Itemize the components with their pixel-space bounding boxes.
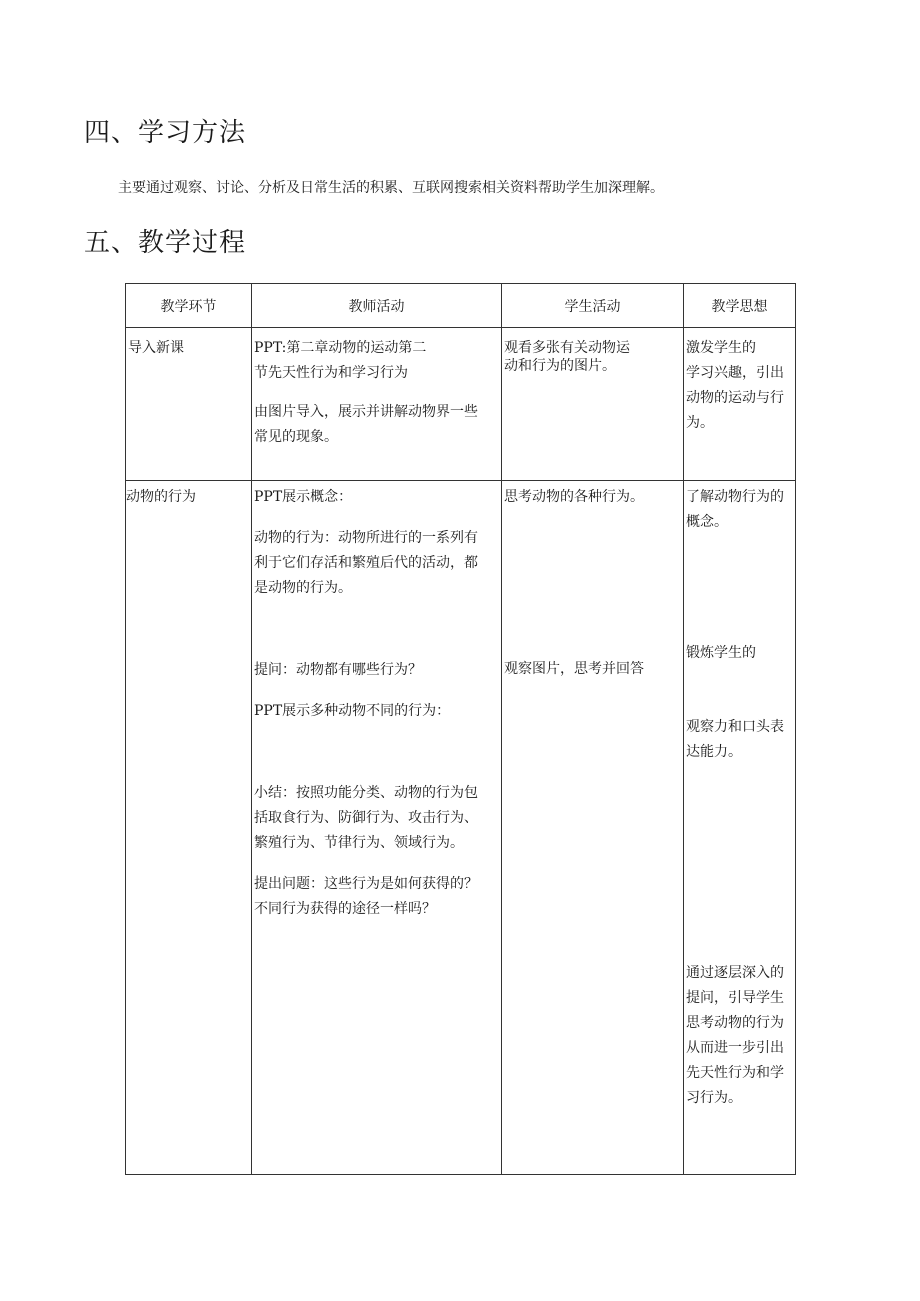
idea-text: 锻炼学生的	[686, 645, 756, 661]
teacher-text: 利于它们存活和繁殖后代的活动，都	[254, 555, 478, 571]
teacher-text: PPT:第二章动物的运动第二	[254, 340, 427, 356]
section-heading-learning-methods: 四、学习方法	[84, 118, 247, 148]
teacher-text: 是动物的行为。	[254, 580, 352, 596]
teacher-text: 由图片导入，展示并讲解动物界一些	[254, 404, 478, 420]
teacher-text: 节先天性行为和学习行为	[254, 365, 408, 381]
learning-methods-paragraph: 主要通过观察、讨论、分析及日常生活的积累、互联网搜索相关资料帮助学生加深理解。	[118, 180, 664, 196]
table-header-row	[126, 284, 796, 328]
teacher-text: 括取食行为、防御行为、攻击行为、	[254, 810, 478, 826]
student-text: 思考动物的各种行为。	[504, 489, 644, 505]
idea-text: 概念。	[686, 514, 728, 530]
idea-text: 思考动物的行为	[686, 1015, 784, 1031]
header-student-activity: 学生活动	[502, 284, 684, 328]
teacher-text: 繁殖行为、节律行为、领域行为。	[254, 835, 464, 851]
teacher-text: 小结：按照功能分类、动物的行为包	[254, 785, 478, 801]
teacher-text: PPT展示多种动物不同的行为：	[254, 703, 451, 719]
teaching-idea-cell	[684, 481, 796, 1175]
teaching-process-table	[125, 283, 796, 1175]
teaching-idea-cell	[684, 328, 796, 481]
student-text: 观察图片，思考并回答	[504, 661, 644, 677]
teacher-text: 提问：动物都有哪些行为？	[254, 662, 422, 678]
idea-text: 达能力。	[686, 744, 742, 760]
stage-label: 动物的行为	[126, 489, 196, 505]
idea-text: 观察力和口头表	[686, 719, 784, 735]
header-teaching-idea: 教学思想	[684, 284, 796, 328]
stage-cell	[126, 481, 252, 1175]
stage-label: 导入新课	[128, 340, 184, 356]
idea-text: 从而进一步引出	[686, 1040, 784, 1056]
student-activity-cell	[502, 481, 684, 1175]
teacher-text: 动物的行为：动物所进行的一系列有	[254, 530, 478, 546]
teacher-text: 提出问题：这些行为是如何获得的？	[254, 876, 478, 892]
stage-cell	[126, 328, 252, 481]
table-row	[126, 328, 796, 481]
teacher-text: 常见的现象。	[254, 429, 338, 445]
header-teacher-activity: 教师活动	[252, 284, 502, 328]
teacher-activity-cell	[252, 328, 502, 481]
table-row	[126, 481, 796, 1175]
teacher-activity-cell	[252, 481, 502, 1175]
teacher-text: PPT展示概念：	[254, 489, 353, 505]
idea-text: 学习兴趣，引出	[686, 365, 784, 381]
teacher-text: 不同行为获得的途径一样吗？	[254, 901, 436, 917]
idea-text: 通过逐层深入的	[686, 965, 784, 981]
idea-text: 习行为。	[686, 1090, 742, 1106]
student-text: 动和行为的图片。	[504, 358, 616, 374]
header-stage: 教学环节	[126, 284, 252, 328]
idea-text: 激发学生的	[686, 340, 756, 356]
idea-text: 先天性行为和学	[686, 1065, 784, 1081]
student-text: 观看多张有关动物运	[504, 340, 630, 356]
idea-text: 为。	[686, 415, 714, 431]
student-activity-cell	[502, 328, 684, 481]
idea-text: 提问，引导学生	[686, 990, 784, 1006]
idea-text: 动物的运动与行	[686, 390, 784, 406]
section-heading-teaching-process: 五、教学过程	[84, 228, 247, 258]
idea-text: 了解动物行为的	[686, 489, 784, 505]
